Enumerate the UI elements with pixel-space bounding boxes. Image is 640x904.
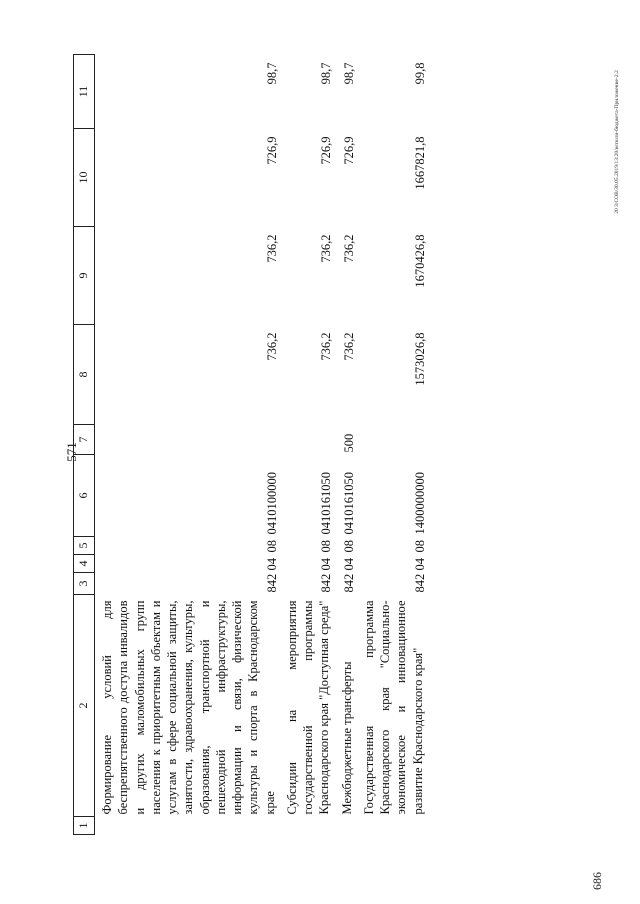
- cell-code: 842: [341, 573, 356, 593]
- header-cell: 9: [74, 227, 95, 325]
- cell-value: 1670426,8: [412, 234, 427, 288]
- cell-code: 08: [341, 540, 356, 553]
- table-row: [335, 55, 357, 835]
- cell-name: Межбюджетные трансферты: [339, 661, 354, 815]
- header-row: [74, 55, 95, 835]
- cell-code: 1400000000: [412, 472, 427, 535]
- cell-code: 0410161050: [319, 472, 334, 535]
- table-row: [357, 55, 428, 835]
- cell-code: 500: [341, 433, 356, 453]
- cell-name: Субсидии на мероприятия государственной программы Краснодарского края "Доступная среда": [284, 600, 332, 815]
- header-cell: 3: [74, 573, 95, 595]
- header-cell: 8: [74, 325, 95, 425]
- cell-value: 98,7: [341, 62, 356, 85]
- cell-code: 08: [264, 540, 279, 553]
- cell-code: 04: [341, 558, 356, 571]
- header-cell: 2: [74, 595, 95, 817]
- cell-code: 04: [264, 558, 279, 571]
- header-cell: 6: [74, 455, 95, 537]
- cell-value: 1667821,8: [412, 136, 427, 190]
- cell-value: 726,9: [264, 136, 279, 165]
- cell-name: Государственная программа Краснодарского края "Социально-экономическое и инновационное развитие Краснодарского края": [361, 600, 425, 815]
- cell-code: [95, 425, 280, 455]
- cell-value: 736,2: [319, 234, 334, 263]
- cell-name: Формирование условий для беспрепятственного доступа инвалидов и других маломобильных групп населения к приоритетным объектам и услугам в сфере социальной защиты, занятости, здравоохранения, культуры, образования, транспортной и пешеходной инфраструктуры, информации и связи, физической культуры и спорта в Краснодарском крае: [100, 600, 277, 815]
- header-cell: 10: [74, 129, 95, 227]
- report-table: [73, 54, 428, 835]
- cell-value: 736,2: [264, 332, 279, 361]
- cell-value: 736,2: [341, 234, 356, 263]
- page-number: 571: [64, 442, 79, 462]
- cell-index: [335, 817, 357, 835]
- table-row: [95, 55, 280, 835]
- cell-code: 0410100000: [264, 472, 279, 535]
- cell-value: 736,2: [341, 332, 356, 361]
- report-table-container: [73, 55, 585, 835]
- cell-code: 04: [412, 558, 427, 571]
- cell-code: 842: [319, 573, 334, 593]
- cell-code: 08: [319, 540, 334, 553]
- cell-value: 726,9: [319, 136, 334, 165]
- header-cell: 11: [74, 55, 95, 129]
- header-cell: 7: [74, 425, 95, 455]
- cell-value: 98,7: [264, 62, 279, 85]
- header-cell: 4: [74, 555, 95, 573]
- corner-page-number: 686: [590, 872, 604, 890]
- cell-index: [95, 817, 280, 835]
- cell-code: 842: [264, 573, 279, 593]
- cell-value: 99,8: [412, 62, 427, 85]
- document-reference: 20 З/СОВ/30.05.2019/13:20/исполн-бюджета-Приложение-2.2: [614, 70, 620, 214]
- header-cell: 1: [74, 817, 95, 835]
- cell-index: [357, 817, 428, 835]
- cell-value: 98,7: [319, 62, 334, 85]
- cell-index: [280, 817, 335, 835]
- cell-code: [357, 425, 428, 455]
- cell-code: 04: [319, 558, 334, 571]
- cell-value: 726,9: [341, 136, 356, 165]
- cell-value: 736,2: [319, 332, 334, 361]
- cell-code: 08: [412, 540, 427, 553]
- cell-value: 736,2: [264, 234, 279, 263]
- cell-code: 842: [412, 573, 427, 593]
- table-row: [280, 55, 335, 835]
- cell-code: [280, 425, 335, 455]
- header-cell: 5: [74, 537, 95, 555]
- cell-code: 0410161050: [341, 472, 356, 535]
- cell-value: 1573026,8: [412, 332, 427, 386]
